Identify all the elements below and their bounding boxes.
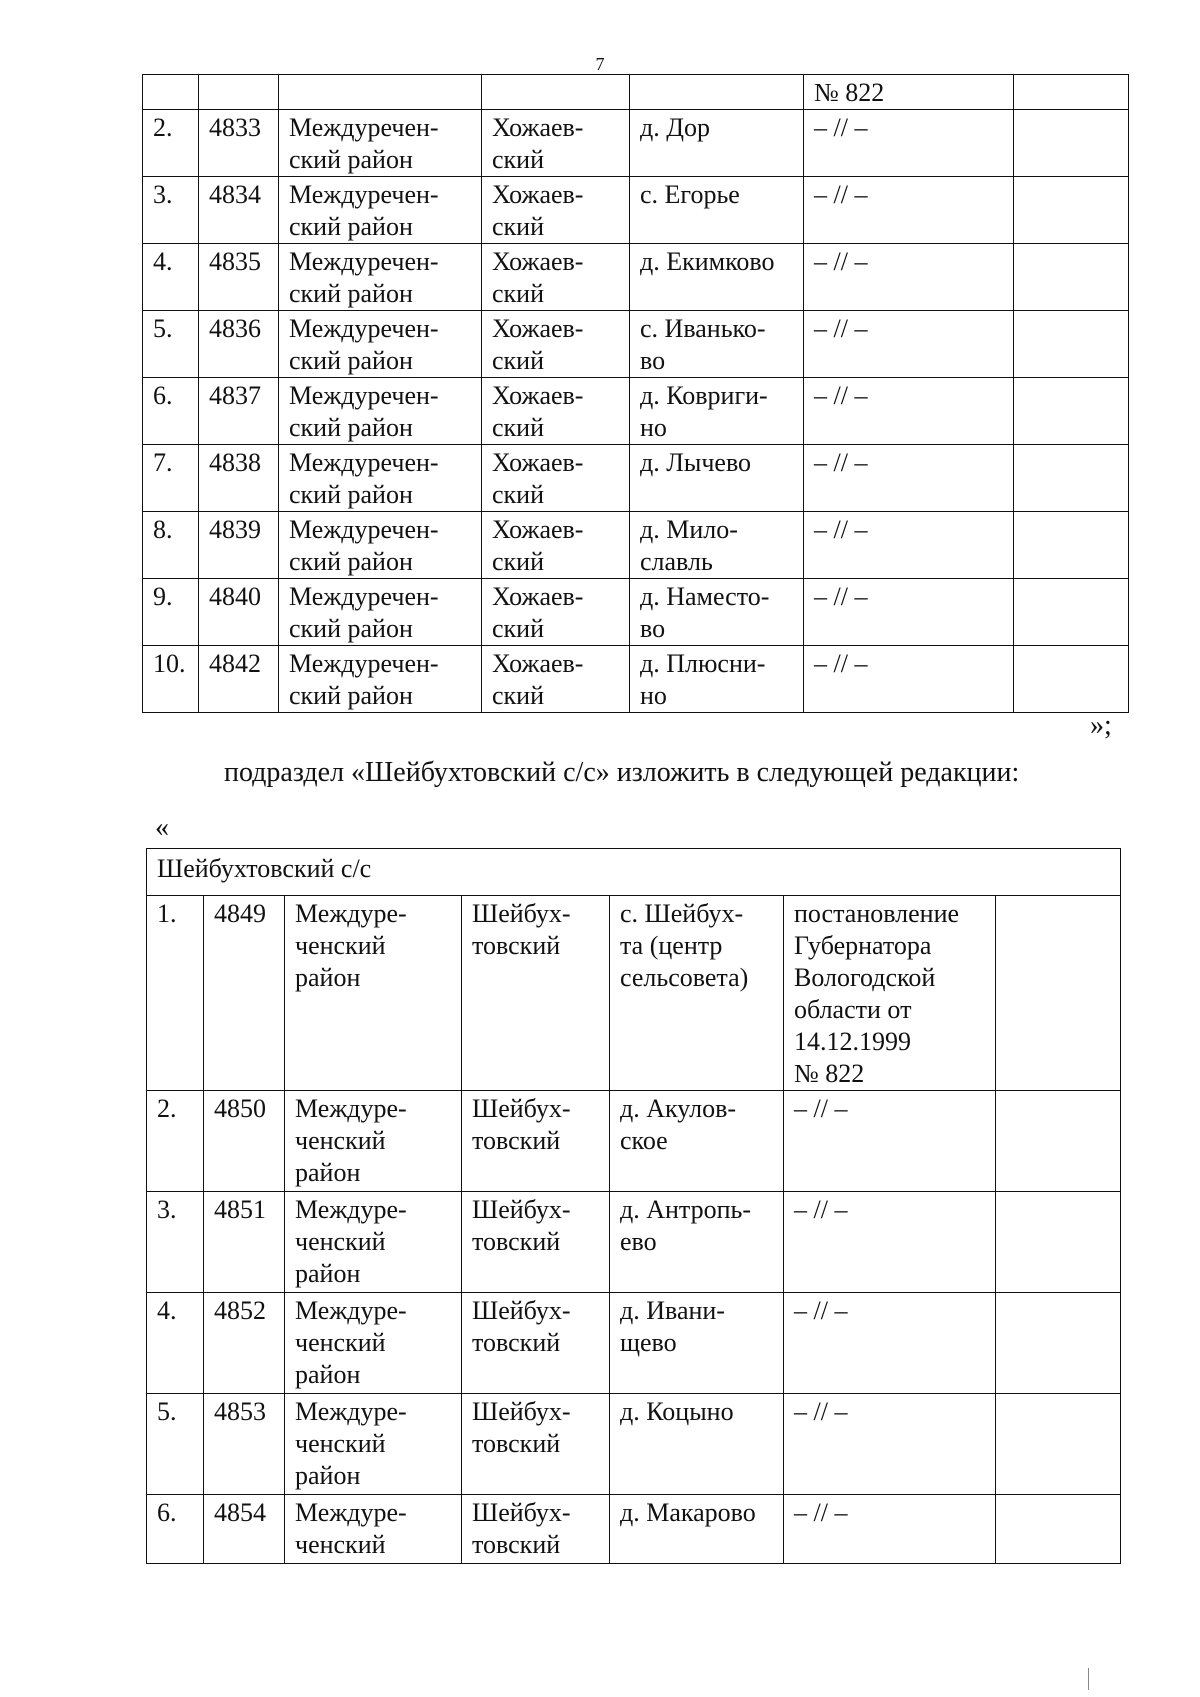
council-cell: Шейбух- товский [462, 896, 610, 1091]
row-number: 9. [143, 579, 199, 646]
row-number: 3. [147, 1192, 204, 1293]
district-cell: Междуре- ченский район [285, 1192, 462, 1293]
settlement-code: 4850 [204, 1091, 285, 1192]
district-cell: Междуречен- ский район [279, 512, 482, 579]
council-cell: Шейбух- товский [462, 1495, 610, 1564]
settlement-code: 4833 [199, 110, 279, 177]
settlement-code: 4836 [199, 311, 279, 378]
intro-paragraph: подраздел «Шейбухтовский с/с» изложить в следующей редакции: [224, 757, 1020, 788]
table-row [143, 445, 1129, 512]
council-cell: Шейбух- товский [462, 1293, 610, 1394]
row-number: 6. [143, 378, 199, 445]
place-cell: д. Ковриги- но [630, 378, 804, 445]
doc-cell: – // – [784, 1394, 996, 1495]
table-row [143, 75, 1129, 110]
district-cell: Междуречен- ский район [279, 378, 482, 445]
district-cell: Междуречен- ский район [279, 579, 482, 646]
place-cell: д. Ивани- щево [610, 1293, 784, 1394]
table-row [143, 244, 1129, 311]
settlement-code: 4835 [199, 244, 279, 311]
council-cell: Хожаев- ский [482, 646, 630, 713]
settlement-code: 4849 [204, 896, 285, 1091]
doc-cell: – // – [804, 244, 1014, 311]
row-number: 4. [147, 1293, 204, 1394]
row-number: 5. [143, 311, 199, 378]
place-cell: с. Егорье [630, 177, 804, 244]
row-number: 10. [143, 646, 199, 713]
row-number: 4. [143, 244, 199, 311]
council-cell: Хожаев- ский [482, 311, 630, 378]
doc-cell: – // – [784, 1091, 996, 1192]
table-row [143, 311, 1129, 378]
doc-cell: – // – [804, 110, 1014, 177]
table-row [143, 110, 1129, 177]
section-title-row [147, 849, 1121, 896]
district-cell: Междуречен- ский район [279, 177, 482, 244]
row-number: 7. [143, 445, 199, 512]
table-row [143, 177, 1129, 244]
place-cell: д. Антропь- ево [610, 1192, 784, 1293]
district-cell: Междуречен- ский район [279, 110, 482, 177]
council-cell: Хожаев- ский [482, 445, 630, 512]
settlement-code: 4852 [204, 1293, 285, 1394]
table-row [147, 1091, 1121, 1192]
district-cell: Междуречен- ский район [279, 646, 482, 713]
doc-cell: – // – [784, 1495, 996, 1564]
scan-mark [1088, 1668, 1089, 1690]
table-row [143, 646, 1129, 713]
settlement-code: 4854 [204, 1495, 285, 1564]
doc-cell: – // – [804, 177, 1014, 244]
row-number: 3. [143, 177, 199, 244]
doc-cell: – // – [784, 1192, 996, 1293]
table-row [143, 378, 1129, 445]
doc-cell: – // – [804, 512, 1014, 579]
row-number: 6. [147, 1495, 204, 1564]
district-cell: Междуре- ченский [285, 1495, 462, 1564]
page-number: 7 [595, 54, 605, 74]
settlements-table-sheybukhtovsky [146, 848, 1121, 1564]
district-cell: Междуре- ченский район [285, 1091, 462, 1192]
place-cell: д. Екимково [630, 244, 804, 311]
row-number: 8. [143, 512, 199, 579]
place-cell: д. Плюсни- но [630, 646, 804, 713]
settlement-code: 4842 [199, 646, 279, 713]
settlement-code: 4837 [199, 378, 279, 445]
doc-cell: постановление Губернатора Вологодской области от 14.12.1999 № 822 [784, 896, 996, 1091]
council-cell: Шейбух- товский [462, 1394, 610, 1495]
settlement-code: 4834 [199, 177, 279, 244]
settlements-table-khozhaevsky [142, 74, 1129, 713]
district-cell: Междуре- ченский район [285, 1394, 462, 1495]
district-cell: Междуречен- ский район [279, 445, 482, 512]
opening-quote: « [155, 812, 169, 843]
table-row [147, 1192, 1121, 1293]
section-title: Шейбухтовский с/с [147, 849, 1121, 896]
table-row [143, 579, 1129, 646]
settlement-code: 4853 [204, 1394, 285, 1495]
council-cell: Хожаев- ский [482, 244, 630, 311]
place-cell: с. Шейбух- та (центр сельсовета) [610, 896, 784, 1091]
settlement-code: 4838 [199, 445, 279, 512]
place-cell: д. Макарово [610, 1495, 784, 1564]
table-row [147, 1394, 1121, 1495]
settlement-code: 4840 [199, 579, 279, 646]
place-cell: д. Мило- славль [630, 512, 804, 579]
doc-cell: – // – [804, 579, 1014, 646]
row-number: 1. [147, 896, 204, 1091]
place-cell: с. Иванько- во [630, 311, 804, 378]
council-cell: Хожаев- ский [482, 378, 630, 445]
table-row [147, 896, 1121, 1091]
council-cell: Хожаев- ский [482, 177, 630, 244]
doc-cell: – // – [804, 646, 1014, 713]
council-cell: Хожаев- ский [482, 110, 630, 177]
doc-cell: – // – [804, 445, 1014, 512]
place-cell: д. Лычево [630, 445, 804, 512]
row-number: 2. [143, 110, 199, 177]
district-cell: Междуре- ченский район [285, 1293, 462, 1394]
settlement-code: 4839 [199, 512, 279, 579]
place-cell: д. Дор [630, 110, 804, 177]
council-cell: Хожаев- ский [482, 579, 630, 646]
district-cell: Междуречен- ский район [279, 244, 482, 311]
council-cell: Шейбух- товский [462, 1192, 610, 1293]
doc-cell: – // – [804, 378, 1014, 445]
row-number: 5. [147, 1394, 204, 1495]
table-row [143, 512, 1129, 579]
place-cell: д. Акулов- ское [610, 1091, 784, 1192]
table-row [147, 1495, 1121, 1564]
table-row [147, 1293, 1121, 1394]
row-number: 2. [147, 1091, 204, 1192]
district-cell: Междуречен- ский район [279, 311, 482, 378]
district-cell: Междуре- ченский район [285, 896, 462, 1091]
council-cell: Хожаев- ский [482, 512, 630, 579]
settlement-code: 4851 [204, 1192, 285, 1293]
place-cell: д. Коцыно [610, 1394, 784, 1495]
place-cell: д. Наместо- во [630, 579, 804, 646]
closing-quote: »; [1090, 710, 1112, 741]
council-cell: Шейбух- товский [462, 1091, 610, 1192]
doc-cell: – // – [804, 311, 1014, 378]
doc-cell: – // – [784, 1293, 996, 1394]
doc-reference: № 822 [804, 75, 1014, 110]
